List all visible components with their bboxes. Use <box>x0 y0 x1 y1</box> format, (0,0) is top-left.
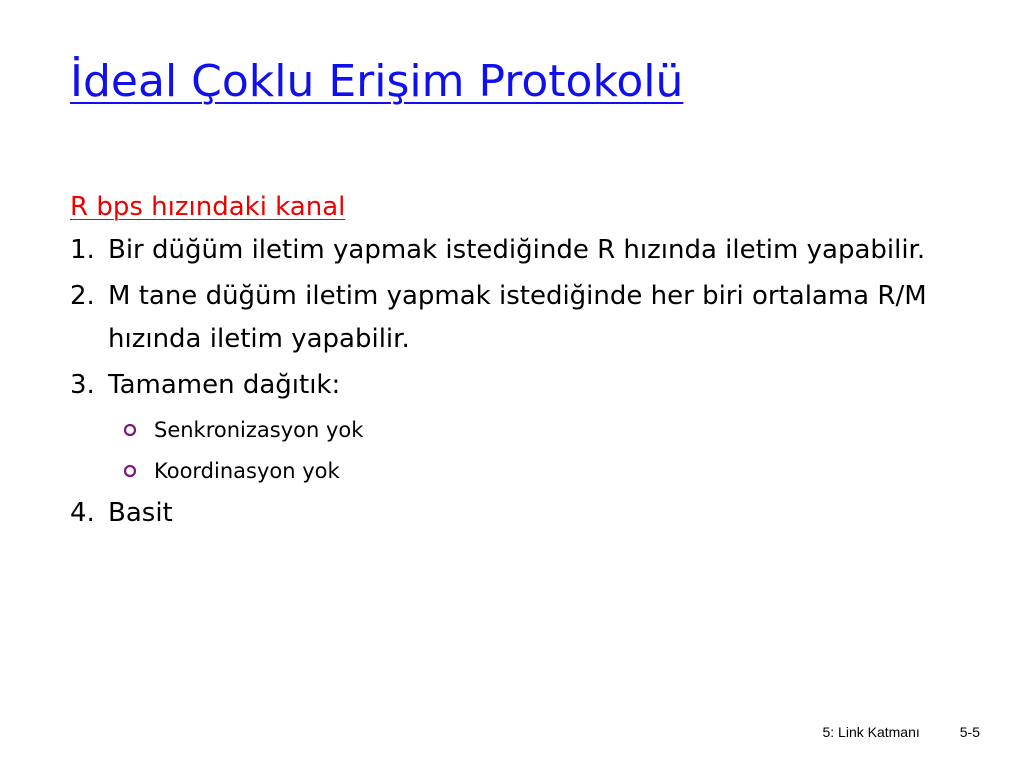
slide-footer <box>822 722 980 742</box>
circle-bullet-icon <box>120 461 140 481</box>
circle-bullet-icon <box>120 420 140 440</box>
sub-list-item <box>70 451 970 492</box>
item-text: Basit <box>108 498 173 528</box>
slide-title: İdeal Çoklu Erişim Protokolü <box>70 56 684 107</box>
sub-item-text: Koordinasyon yok <box>154 459 340 483</box>
list-item-1 <box>70 229 970 272</box>
item-number: 1. <box>70 235 95 265</box>
item-number: 2. <box>70 281 95 311</box>
list-item-3 <box>70 364 970 407</box>
item-number: 4. <box>70 498 95 528</box>
item-number: 3. <box>70 370 95 400</box>
item-text: Tamamen dağıtık: <box>108 370 341 400</box>
subheading: R bps hızındaki kanal <box>70 192 346 222</box>
chapter-label: 5: Link Katmanı <box>822 724 920 740</box>
page-number: 5-5 <box>959 724 980 740</box>
item-text: M tane düğüm iletim yapmak istediğinde her biri ortalama R/M hızında iletim yapabilir. <box>108 281 927 354</box>
sub-list-item <box>70 410 970 451</box>
slide-body <box>70 186 970 538</box>
sub-item-text: Senkronizasyon yok <box>154 418 364 442</box>
list-item-2 <box>70 275 970 361</box>
list-item-4 <box>70 492 970 535</box>
item-text: Bir düğüm iletim yapmak istediğinde R hızında iletim yapabilir. <box>108 235 926 265</box>
